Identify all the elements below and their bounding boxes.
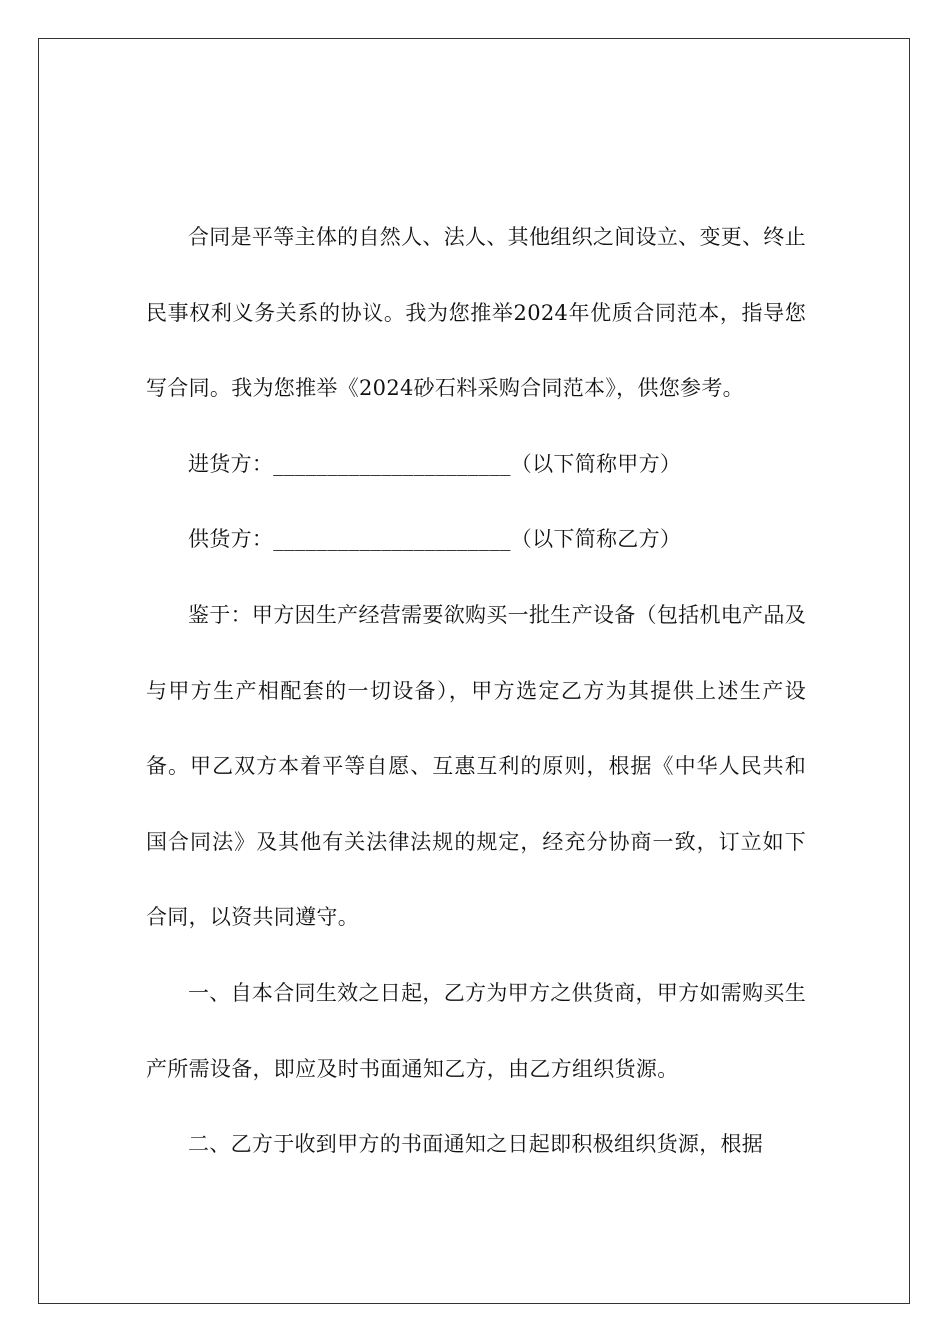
whereas-paragraph: 鉴于：甲方因生产经营需要欲购买一批生产设备（包括机电产品及与甲方生产相配套的一切设备），甲方选定乙方为其提供上述生产设备。甲乙双方本着平等自愿、互惠互利的原则，根据《中华人民共和国合同法》及其他有关法律法规的规定，经充分协商一致，订立如下合同，以资共同遵守。 xyxy=(146,602,806,930)
intro-paragraph: 合同是平等主体的自然人、法人、其他组织之间设立、变更、终止民事权利义务关系的协议。我为您推举2024年优质合同范本，指导您写合同。我为您推举《2024砂石料采购合同范本》，供您参考。 xyxy=(146,225,806,401)
clause-2: 二、乙方于收到甲方的书面通知之日起即积极组织货源，根据 xyxy=(188,1132,764,1157)
document-body xyxy=(146,200,806,1183)
buyer-line: 进货方：______________________（以下简称甲方） xyxy=(188,451,682,476)
clause-1: 一、自本合同生效之日起，乙方为甲方之供货商，甲方如需购买生产所需设备，即应及时书面通知乙方，由乙方组织货源。 xyxy=(146,980,806,1081)
supplier-line: 供货方：______________________（以下简称乙方） xyxy=(188,527,682,552)
